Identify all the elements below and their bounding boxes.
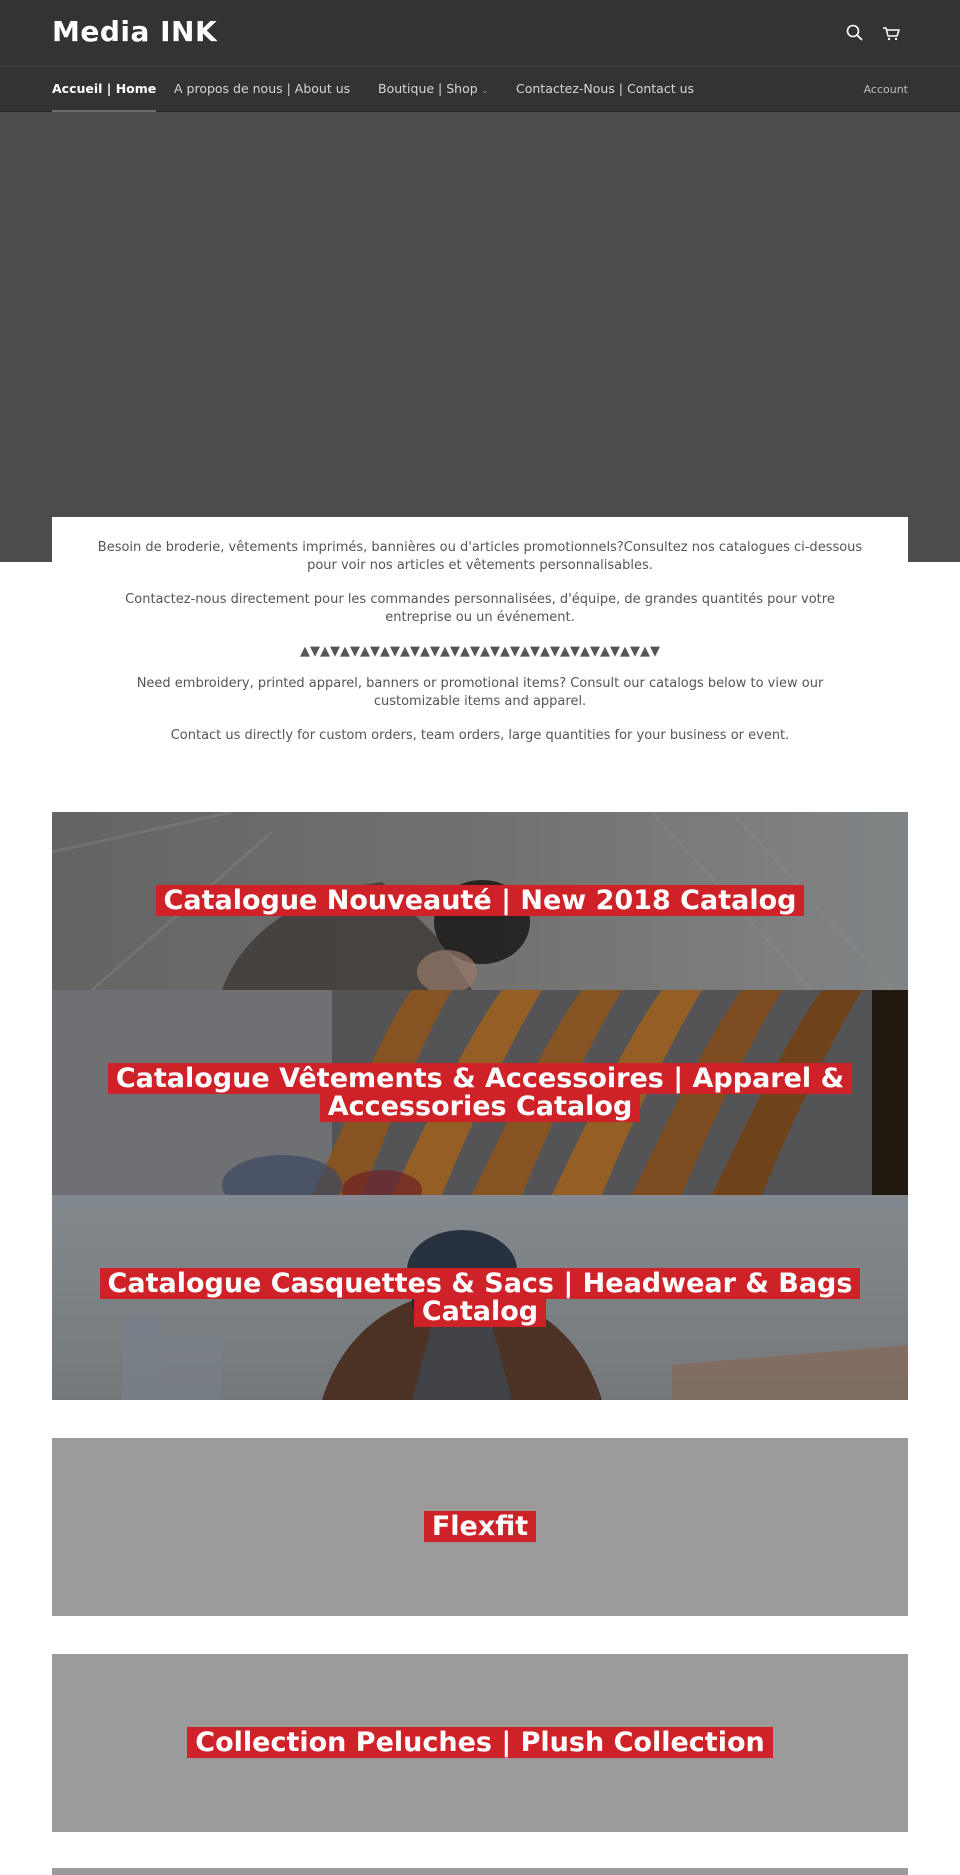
site-header bbox=[0, 0, 960, 67]
collection-title: Catalogue Nouveauté | New 2018 Catalog bbox=[92, 887, 868, 915]
collection-flexfit[interactable] bbox=[52, 1438, 908, 1616]
intro-contact-en: Contact us directly for custom orders, team orders, large quantities for your business or event. bbox=[170, 728, 790, 743]
collection-title: Catalogue Vêtements & Accessoires | Apparel & Accessories Catalog bbox=[92, 1065, 868, 1121]
nav-item-contact[interactable] bbox=[516, 67, 694, 112]
collection-plush[interactable] bbox=[52, 1654, 908, 1832]
intro-paragraph-en: Need embroidery, printed apparel, banners or promotional items? Consult our catalogs below to view our customizable items and apparel. bbox=[136, 676, 824, 709]
collection-apparel-accessories[interactable] bbox=[52, 990, 908, 1195]
collection-title: Catalogue Casquettes & Sacs | Headwear & Bags Catalog bbox=[92, 1270, 868, 1326]
intro-text-block bbox=[52, 517, 908, 757]
site-logo[interactable]: Media INK bbox=[52, 15, 218, 48]
collection-new-2018[interactable] bbox=[52, 812, 908, 990]
nav-item-about[interactable] bbox=[174, 67, 350, 112]
intro-contact-fr: Contactez-nous directement pour les commandes personnalisées, d'équipe, de grandes quantités pour votre entreprise ou un événement. bbox=[125, 592, 835, 625]
collection-title: Flexfit bbox=[92, 1513, 868, 1541]
main-nav bbox=[0, 67, 960, 112]
nav-item-shop[interactable] bbox=[378, 67, 488, 112]
hero-slideshow bbox=[0, 112, 960, 562]
collection-next-partial bbox=[52, 1868, 908, 1875]
intro-paragraph-fr: Besoin de broderie, vêtements imprimés, bannières ou d'articles promotionnels?Consultez nos catalogues ci-dessous pour voir nos articles et vêtements personnalisables. bbox=[97, 540, 863, 573]
account-link[interactable]: Account bbox=[863, 83, 908, 96]
collection-title: Collection Peluches | Plush Collection bbox=[92, 1729, 868, 1757]
cart-icon[interactable] bbox=[880, 22, 902, 44]
nav-item-label: Accueil | Home bbox=[52, 81, 157, 96]
chevron-down-icon: ⌄ bbox=[481, 86, 489, 95]
search-icon[interactable] bbox=[844, 22, 866, 44]
nav-item-label: Boutique | Shop bbox=[378, 81, 478, 96]
nav-item-label: A propos de nous | About us bbox=[174, 81, 351, 96]
triangle-divider: ▲▼▲▼▲▼▲▼▲▼▲▼▲▼▲▼▲▼▲▼▲▼▲▼▲▼▲▼▲▼▲▼▲▼▲▼ bbox=[300, 644, 660, 659]
collection-headwear-bags[interactable] bbox=[52, 1195, 908, 1400]
nav-item-home[interactable] bbox=[52, 67, 156, 112]
nav-item-label: Contactez-Nous | Contact us bbox=[516, 81, 695, 96]
